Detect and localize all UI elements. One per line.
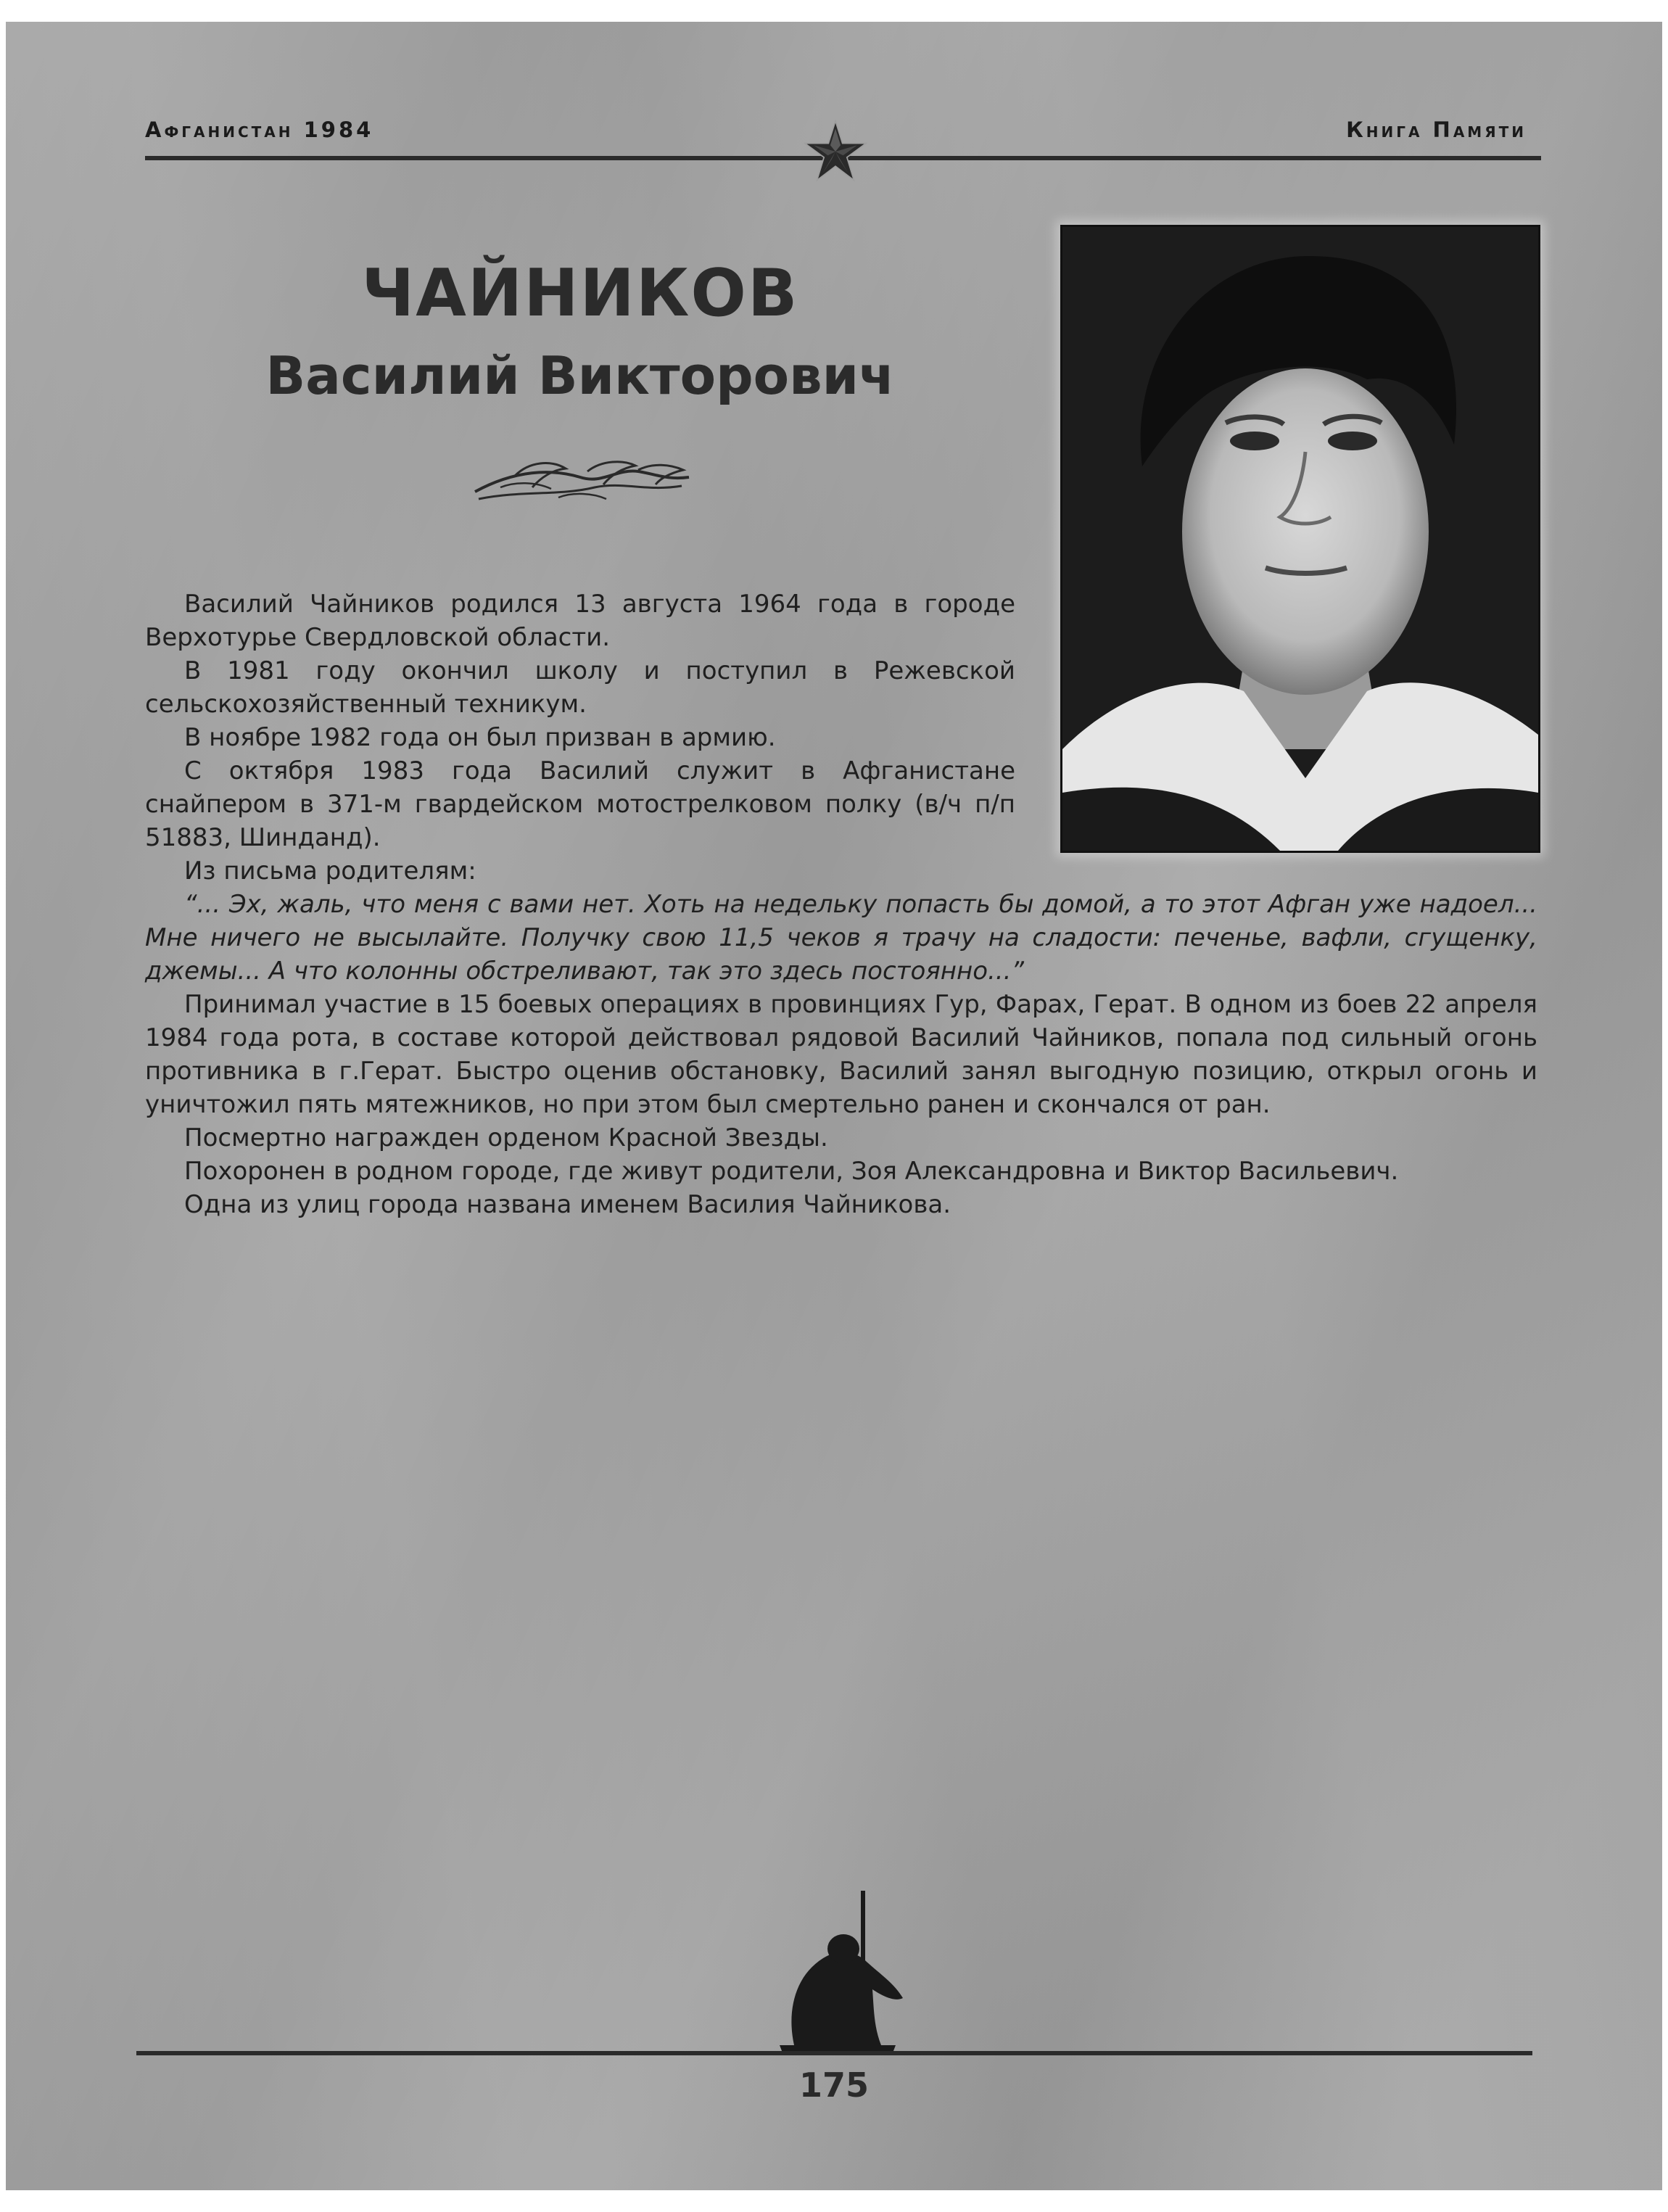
paragraph-education: В 1981 году окончил школу и поступил в Режевской сельскохозяйственный техникум. (145, 656, 1015, 719)
running-header-left: Афганистан 1984 (145, 117, 374, 142)
running-header-right: Книга Памяти (1346, 117, 1527, 142)
paragraph-award: Посмертно награжден орденом Красной Звезды. (184, 1123, 828, 1152)
footer-rule (136, 2051, 1532, 2055)
paragraph-conscription: В ноябре 1982 года он был призван в армию. (184, 723, 776, 752)
page-number: 175 (798, 2066, 870, 2105)
flourish-ornament (471, 455, 696, 508)
surname-heading: ЧАЙНИКОВ (361, 255, 799, 331)
paragraph-letter-intro: Из письма родителям: (184, 857, 476, 886)
paragraph-letter-quote: “... Эх, жаль, что меня с вами нет. Хоть на недельку попасть бы домой, а то этот Афган уже надоел... Мне ничего не высылайте. Получку свою 11,5 чеков я трачу на сладости: печенье, вафли, сгущенку, джемы... А что колонны обстреливают, так это здесь постоянно...” (145, 890, 1537, 986)
paragraph-street: Одна из улиц города названа именем Василия Чайникова. (184, 1190, 951, 1219)
paragraph-service: С октября 1983 года Василий служит в Афганистане снайпером в 371-м гвардейском мотострелковом полку (в/ч п/п 51883, Шинданд). (145, 756, 1015, 852)
star-icon (804, 120, 867, 183)
soldier-silhouette-icon (765, 1889, 917, 2056)
paragraph-birth: Василий Чайников родился 13 августа 1964 года в городе Верхотурье Свердловской области. (145, 590, 1015, 652)
given-names-heading: Василий Викторович (265, 345, 895, 406)
biography-text (145, 587, 1537, 1221)
paragraph-burial: Похоронен в родном городе, где живут родители, Зоя Александровна и Виктор Васильевич. (184, 1157, 1399, 1186)
name-block (167, 255, 994, 406)
paragraph-combat: Принимал участие в 15 боевых операциях в провинциях Гур, Фарах, Герат. В одном из боев 22 апреля 1984 года рота, в составе которой действовал рядовой Василий Чайников, попала под сильный огонь противника в г.Герат. Быстро оценив обстановку, Василий занял выгодную позицию, открыл огонь и уничтожил пять мятежников, но при этом был смертельно ранен и скончался от ран. (145, 990, 1537, 1119)
